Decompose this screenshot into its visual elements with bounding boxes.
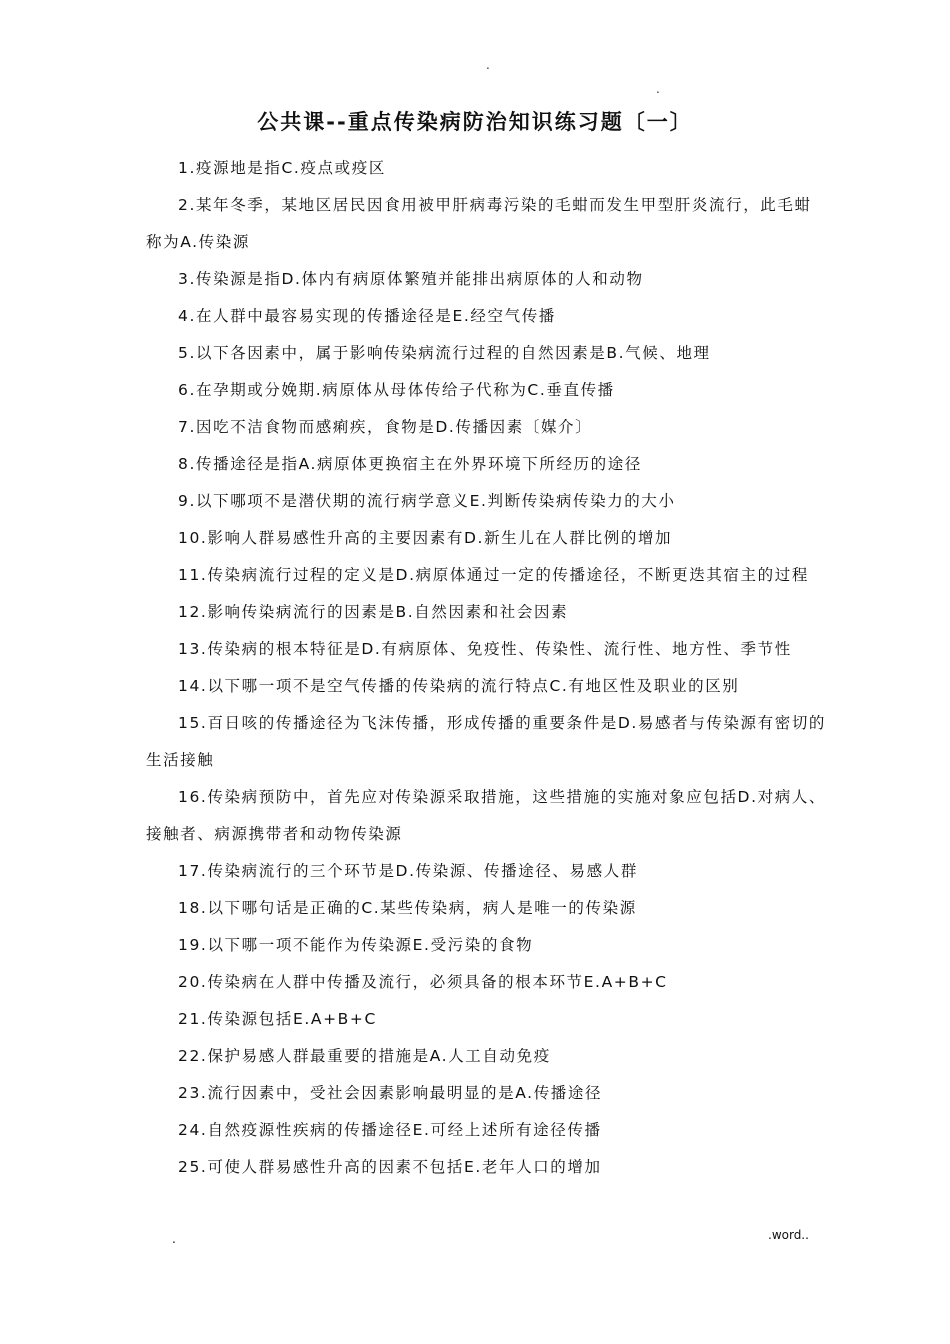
question-22: 22.保护易感人群最重要的措施是A.人工自动免疫: [178, 1047, 551, 1065]
header-dot: .: [486, 58, 490, 72]
question-23: 23.流行因素中，受社会因素影响最明显的是A.传播途径: [178, 1084, 603, 1102]
question-2: 2.某年冬季，某地区居民因食用被甲肝病毒污染的毛蚶而发生甲型肝炎流行，此毛蚶称为A.传染源: [146, 196, 812, 251]
footer-dot: .: [172, 1232, 176, 1246]
question-4: 4.在人群中最容易实现的传播途径是E.经空气传播: [178, 307, 556, 325]
page-title: 公共课--重点传染病防治知识练习题〔一〕: [257, 110, 693, 134]
question-21: 21.传染源包括E.A+B+C: [178, 1010, 377, 1028]
footer-word-label: .word..: [768, 1228, 809, 1242]
question-5: 5.以下各因素中，属于影响传染病流行过程的自然因素是B.气候、地理: [178, 344, 711, 362]
question-10: 10.影响人群易感性升高的主要因素有D.新生儿在人群比例的增加: [178, 529, 673, 547]
header-dot: .: [656, 82, 660, 96]
question-3: 3.传染源是指D.体内有病原体繁殖并能排出病原体的人和动物: [178, 270, 644, 288]
question-14: 14.以下哪一项不是空气传播的传染病的流行特点C.有地区性及职业的区别: [178, 677, 740, 695]
question-12: 12.影响传染病流行的因素是B.自然因素和社会因素: [178, 603, 569, 621]
question-19: 19.以下哪一项不能作为传染源E.受污染的食物: [178, 936, 534, 954]
question-25: 25.可使人群易感性升高的因素不包括E.老年人口的增加: [178, 1158, 602, 1176]
question-7: 7.因吃不洁食物而感痢疾，食物是D.传播因素〔媒介〕: [178, 418, 593, 436]
question-8: 8.传播途径是指A.病原体更换宿主在外界环境下所经历的途径: [178, 455, 642, 473]
question-24: 24.自然疫源性疾病的传播途径E.可经上述所有途径传播: [178, 1121, 602, 1139]
question-6: 6.在孕期或分娩期.病原体从母体传给子代称为C.垂直传播: [178, 381, 615, 399]
question-18: 18.以下哪句话是正确的C.某些传染病，病人是唯一的传染源: [178, 899, 637, 917]
question-13: 13.传染病的根本特征是D.有病原体、免疫性、传染性、流行性、地方性、季节性: [178, 640, 792, 658]
question-11: 11.传染病流行过程的定义是D.病原体通过一定的传播途径，不断更迭其宿主的过程: [178, 566, 809, 584]
question-9: 9.以下哪项不是潜伏期的流行病学意义E.判断传染病传染力的大小: [178, 492, 676, 510]
question-15: 15.百日咳的传播途径为飞沫传播，形成传播的重要条件是D.易感者与传染源有密切的生活接触: [146, 714, 827, 769]
question-16: 16.传染病预防中，首先应对传染源采取措施，这些措施的实施对象应包括D.对病人、接触者、病源携带者和动物传染源: [146, 788, 827, 843]
question-17: 17.传染病流行的三个环节是D.传染源、传播途径、易感人群: [178, 862, 638, 880]
question-20: 20.传染病在人群中传播及流行，必须具备的根本环节E.A+B+C: [178, 973, 668, 991]
question-1: 1.疫源地是指C.疫点或疫区: [178, 159, 386, 177]
